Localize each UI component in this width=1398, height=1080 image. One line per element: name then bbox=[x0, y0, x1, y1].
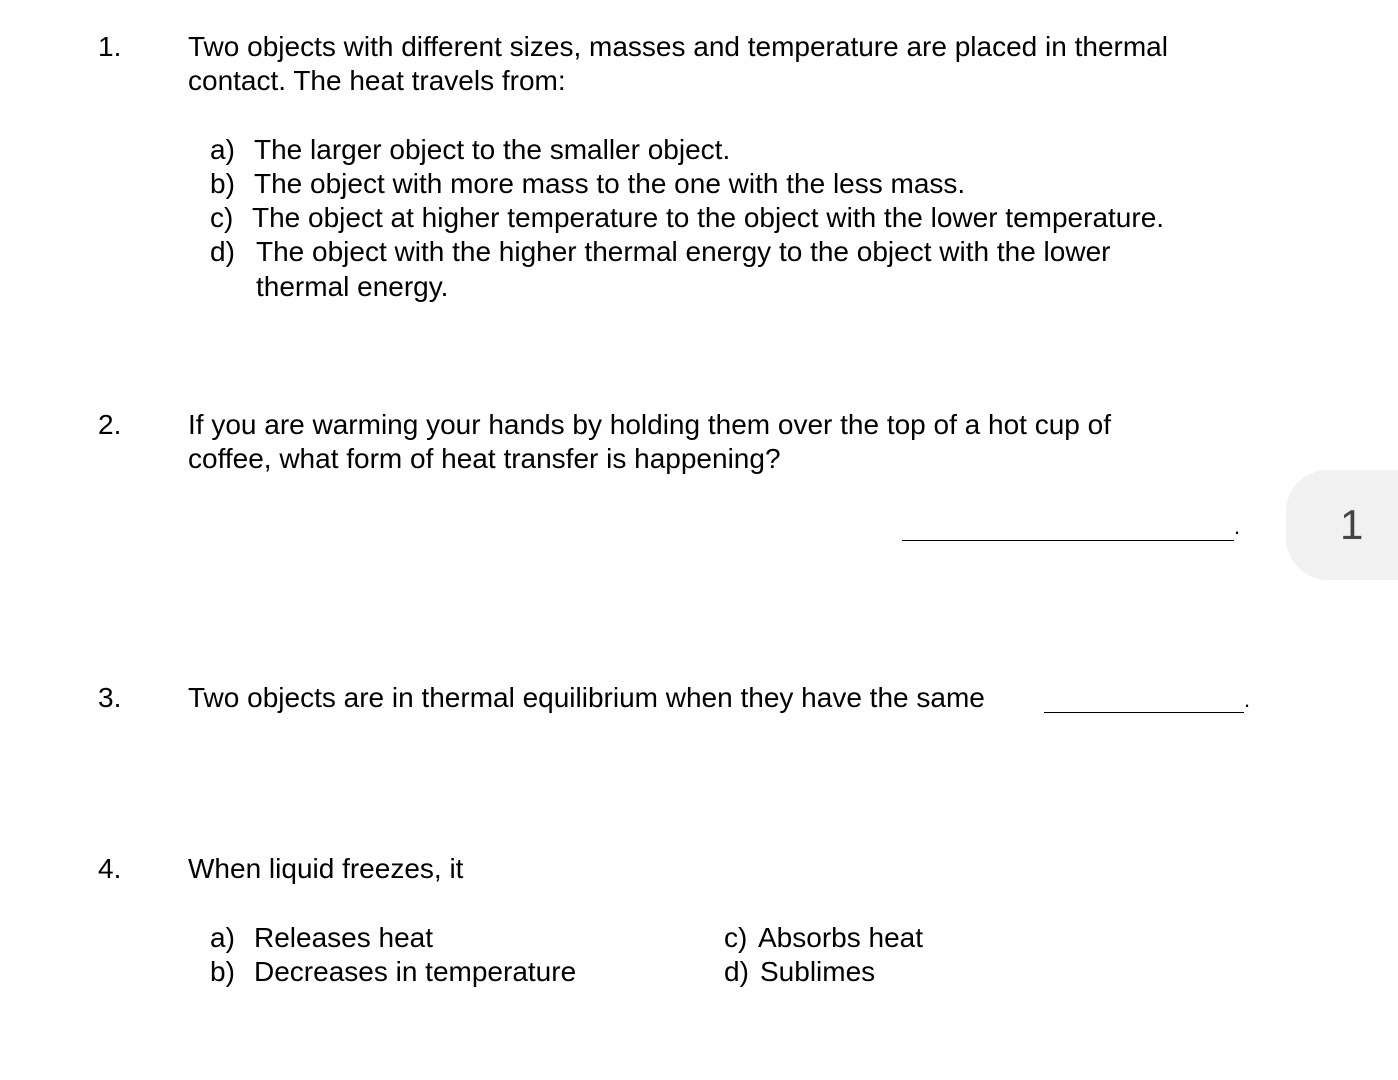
question-3-text: Two objects are in thermal equilibrium when they have the same bbox=[188, 682, 985, 713]
question-2-blank-period: . bbox=[1234, 514, 1241, 539]
page-number: 1 bbox=[1340, 501, 1364, 548]
option-text-continuation: thermal energy. bbox=[256, 271, 449, 302]
question-1-number: 1. bbox=[98, 31, 122, 62]
option-text: The larger object to the smaller object. bbox=[254, 134, 731, 165]
option-letter: c) bbox=[724, 922, 748, 953]
option-text: The object with the higher thermal energy to the object with the lower bbox=[256, 236, 1111, 267]
question-1-text-line-2: contact. The heat travels from: bbox=[188, 65, 566, 96]
option-text: Sublimes bbox=[760, 956, 876, 987]
page-number-indicator bbox=[1286, 470, 1398, 580]
option-text: Absorbs heat bbox=[758, 922, 923, 953]
option-text: Decreases in temperature bbox=[254, 956, 577, 987]
option-letter: c) bbox=[210, 202, 234, 233]
option-letter: b) bbox=[210, 956, 235, 987]
question-3-answer-blank[interactable] bbox=[1044, 712, 1244, 713]
question-1-text-line-1: Two objects with different sizes, masses and temperature are placed in thermal bbox=[188, 31, 1168, 62]
question-2-number: 2. bbox=[98, 409, 122, 440]
option-letter: a) bbox=[210, 922, 235, 953]
question-3-number: 3. bbox=[98, 682, 122, 713]
option-text: The object at higher temperature to the object with the lower temperature. bbox=[252, 202, 1165, 233]
option-text: The object with more mass to the one with the less mass. bbox=[254, 168, 966, 199]
question-3-blank-period: . bbox=[1244, 687, 1251, 712]
question-2-text-line-1: If you are warming your hands by holding them over the top of a hot cup of bbox=[188, 409, 1111, 440]
option-text: Releases heat bbox=[254, 922, 434, 953]
option-letter: b) bbox=[210, 168, 235, 199]
question-2-answer-blank[interactable] bbox=[902, 540, 1234, 541]
question-4-number: 4. bbox=[98, 853, 122, 884]
option-letter: a) bbox=[210, 134, 235, 165]
question-2-text-line-2: coffee, what form of heat transfer is happening? bbox=[188, 443, 781, 474]
option-letter: d) bbox=[724, 956, 749, 987]
question-4-text: When liquid freezes, it bbox=[188, 853, 464, 884]
option-letter: d) bbox=[210, 236, 235, 267]
